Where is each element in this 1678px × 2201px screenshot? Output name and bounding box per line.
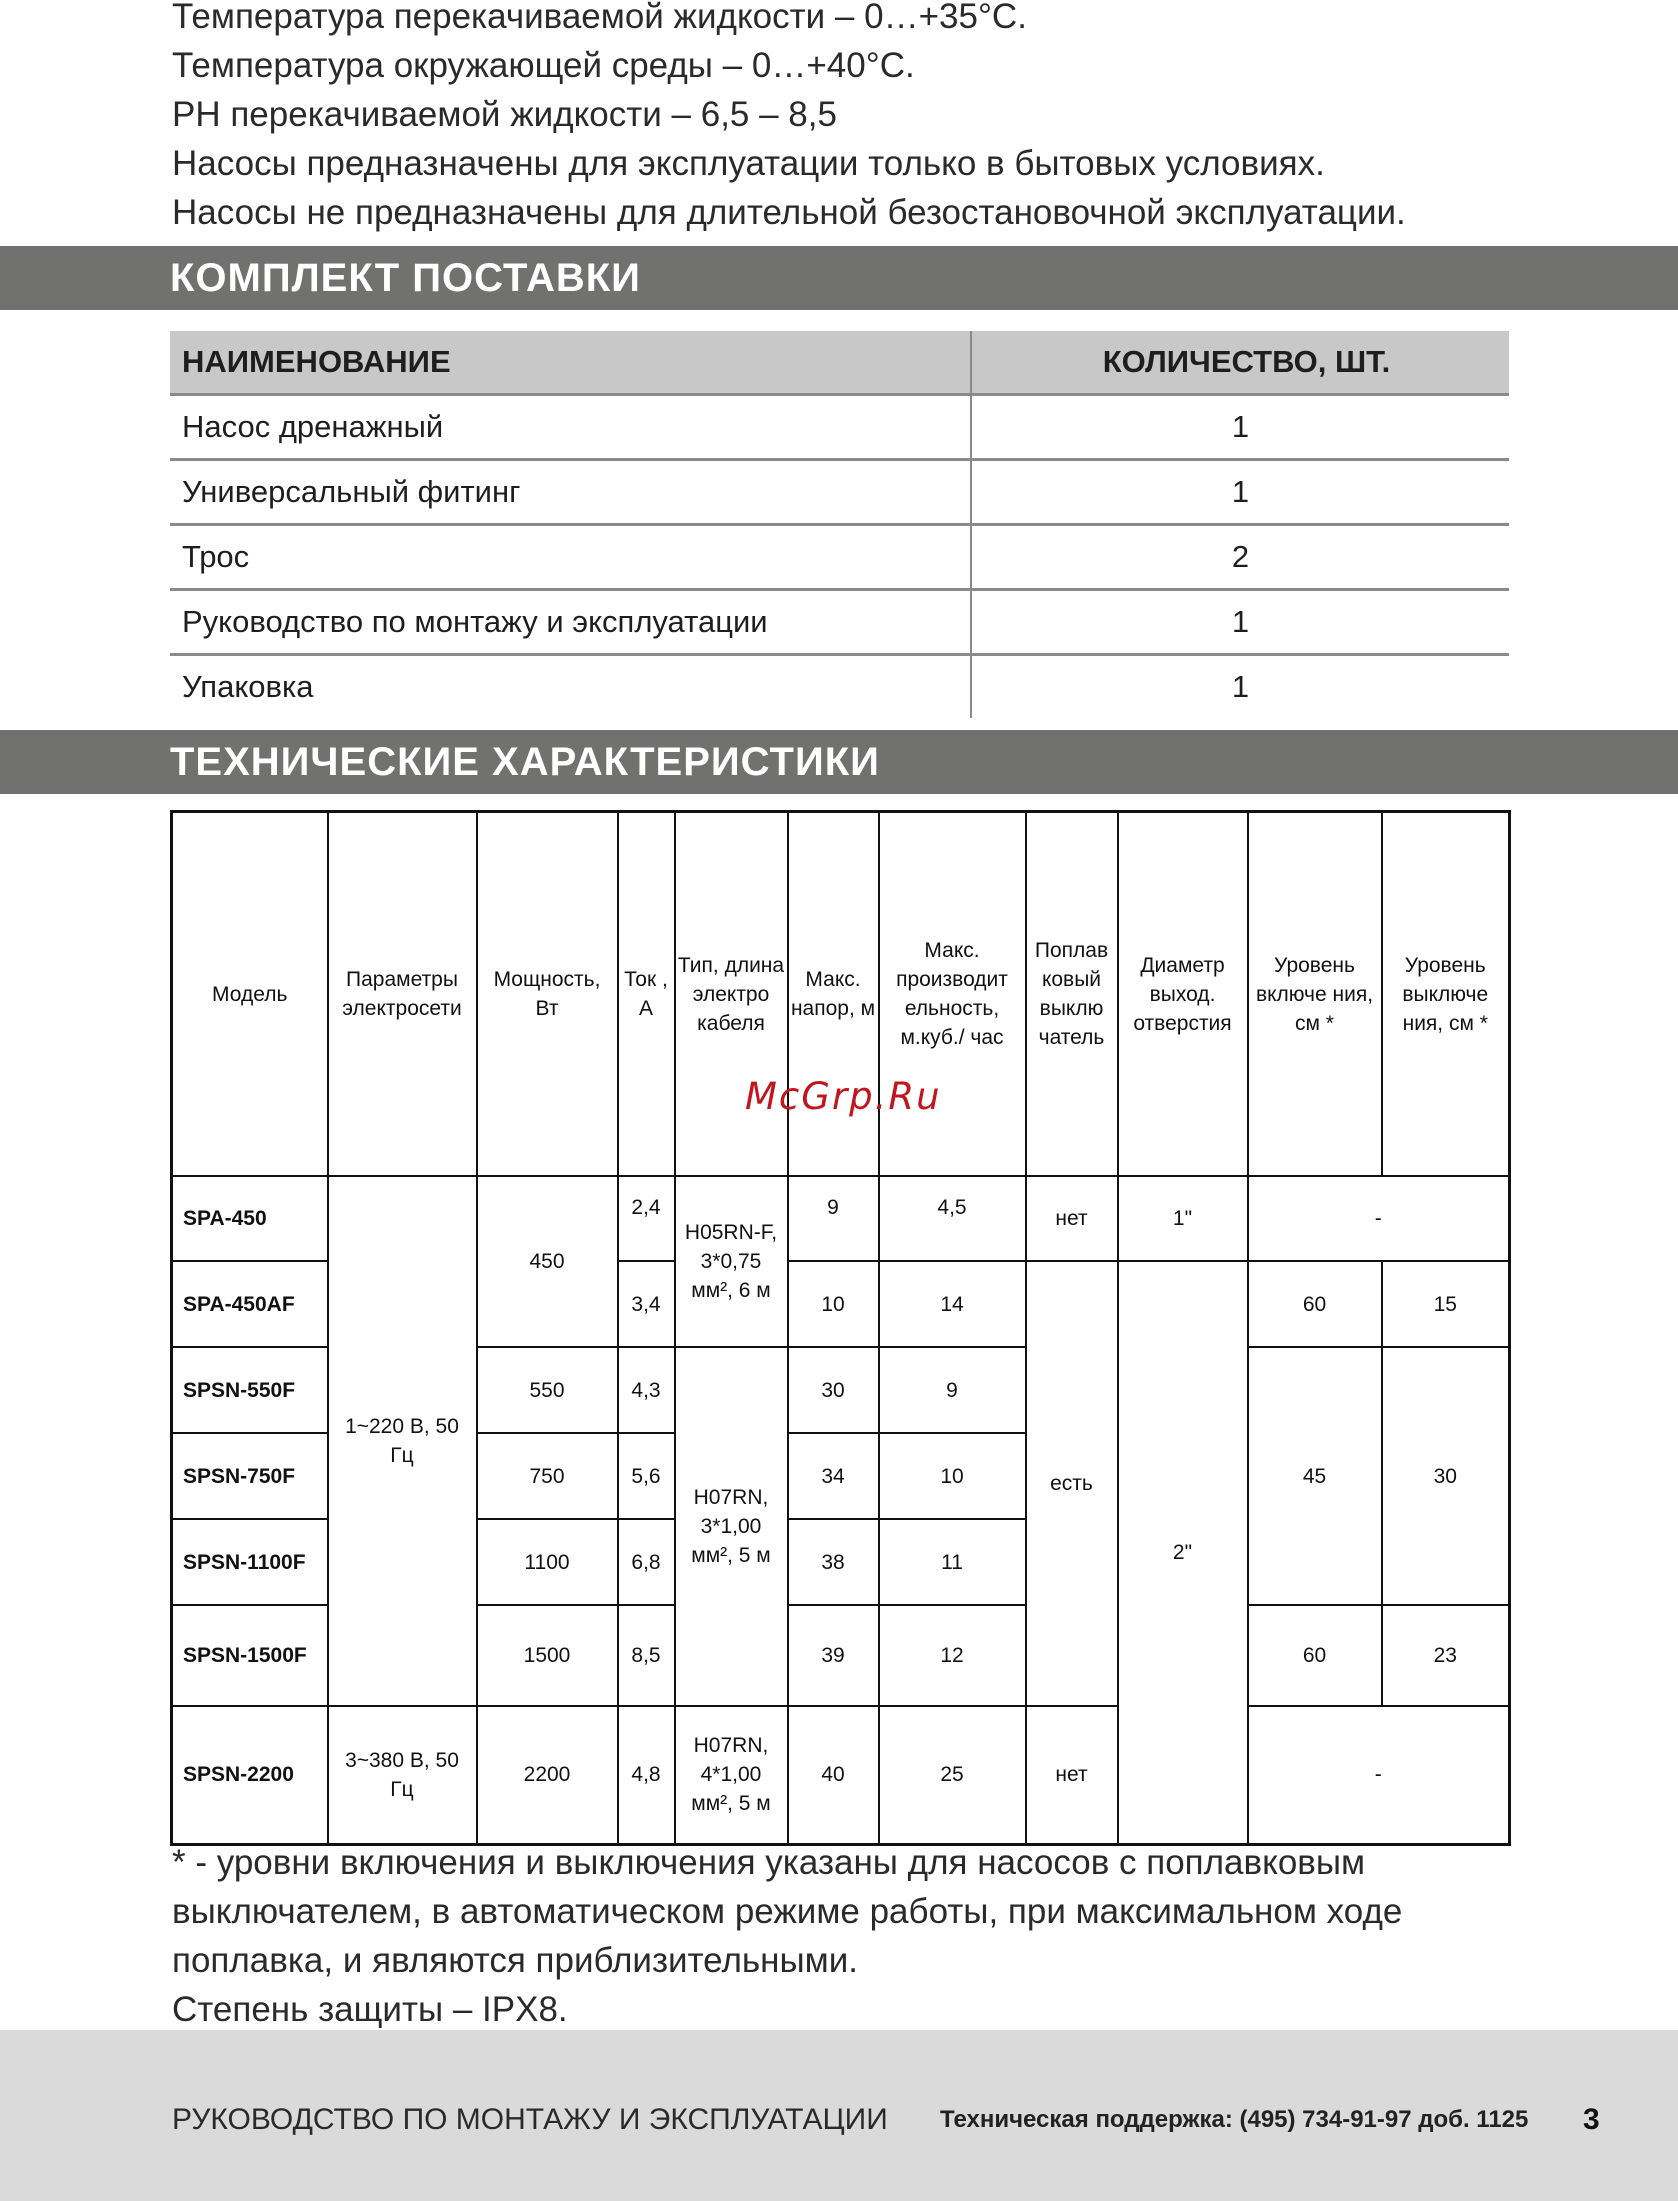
col-float-switch: Поплав ковый выклю чатель: [1026, 812, 1118, 1177]
col-current: Ток , А: [618, 812, 675, 1177]
intro-line: Насосы не предназначены для длительной безостановочной эксплуатации.: [172, 193, 1406, 232]
col-cable: Тип, длина электро кабеля: [675, 812, 788, 1177]
model-cell: SPA-450AF: [172, 1261, 328, 1347]
watermark-text: McGrp.Ru: [745, 1075, 942, 1118]
head-cell: 30: [788, 1347, 879, 1433]
model-cell: SPA-450: [172, 1176, 328, 1261]
table-row: [170, 395, 1509, 460]
footer-title: РУКОВОДСТВО ПО МОНТАЖУ И ЭКСПЛУАТАЦИИ: [172, 2103, 888, 2136]
diameter-cell: 2": [1118, 1261, 1248, 1844]
specs-table: [170, 810, 1511, 1846]
on-level-cell: 60: [1248, 1261, 1382, 1347]
current-cell: 4,8: [618, 1706, 675, 1844]
model-cell: SPSN-1500F: [172, 1605, 328, 1706]
cable-cell: H07RN, 4*1,00 мм², 5 м: [675, 1706, 788, 1844]
footnote-line: поплавка, и являются приблизительными.: [172, 1941, 858, 1980]
power-cell: 450: [477, 1176, 618, 1347]
kit-item-qty: 1: [971, 590, 1509, 655]
col-on-level: Уровень включе ния, см *: [1248, 812, 1382, 1177]
kit-item-name: Упаковка: [182, 669, 314, 704]
table-row: [172, 1176, 1510, 1261]
table-row: [170, 525, 1509, 590]
intro-line: Температура окружающей среды – 0…+40°С.: [172, 46, 915, 85]
head-cell: 39: [788, 1605, 879, 1706]
kit-col-qty: КОЛИЧЕСТВО, ШТ.: [971, 331, 1509, 395]
table-row: [170, 655, 1509, 719]
kit-item-qty: 2: [971, 525, 1509, 590]
col-network: Параметры электросети: [328, 812, 477, 1177]
intro-line: PH перекачиваемой жидкости – 6,5 – 8,5: [172, 95, 837, 134]
flow-cell: 12: [879, 1605, 1026, 1706]
off-level-cell: 23: [1382, 1605, 1510, 1706]
flow-cell: 4,5: [879, 1176, 1026, 1261]
table-row: [170, 590, 1509, 655]
kit-item-name: Универсальный фитинг: [170, 460, 971, 525]
power-cell: 1100: [477, 1519, 618, 1605]
head-cell: 34: [788, 1433, 879, 1519]
kit-item-name: Руководство по монтажу и эксплуатации: [170, 590, 971, 655]
flow-cell: 25: [879, 1706, 1026, 1844]
current-cell: 4,3: [618, 1347, 675, 1433]
current-cell: 2,4: [618, 1176, 675, 1261]
head-cell: 38: [788, 1519, 879, 1605]
model-cell: SPSN-550F: [172, 1347, 328, 1433]
cable-cell: H07RN, 3*1,00 мм², 5 м: [675, 1347, 788, 1706]
col-head: Макс. напор, м: [788, 812, 879, 1177]
network-cell: 1~220 В, 50 Гц: [328, 1176, 477, 1706]
kit-col-name: НАИМЕНОВАНИЕ: [170, 331, 971, 395]
footnotes: [172, 1838, 1632, 2034]
flow-cell: 14: [879, 1261, 1026, 1347]
float-switch-cell: есть: [1026, 1261, 1118, 1706]
page-footer: [0, 2030, 1678, 2201]
col-model: Модель: [172, 812, 328, 1177]
float-switch-cell: нет: [1026, 1176, 1118, 1261]
level-cell: -: [1248, 1176, 1510, 1261]
current-cell: 3,4: [618, 1261, 675, 1347]
kit-item-qty: 1: [971, 460, 1509, 525]
on-level-cell: 60: [1248, 1605, 1382, 1706]
kit-item-name: Насос дренажный: [170, 395, 971, 460]
power-cell: 750: [477, 1433, 618, 1519]
intro-text: [172, 0, 1632, 237]
head-cell: 10: [788, 1261, 879, 1347]
flow-cell: 10: [879, 1433, 1026, 1519]
current-cell: 5,6: [618, 1433, 675, 1519]
flow-cell: 9: [879, 1347, 1026, 1433]
col-power: Мощность, Вт: [477, 812, 618, 1177]
flow-cell: 11: [879, 1519, 1026, 1605]
level-cell: -: [1248, 1706, 1510, 1844]
model-cell: SPSN-1100F: [172, 1519, 328, 1605]
support-phone: Техническая поддержка: (495) 734-91-97 доб. 1125: [940, 2106, 1529, 2133]
power-cell: 2200: [477, 1706, 618, 1844]
current-cell: 8,5: [618, 1605, 675, 1706]
page-number: 3: [1583, 2103, 1600, 2136]
power-cell: 550: [477, 1347, 618, 1433]
off-level-cell: 30: [1382, 1347, 1510, 1605]
off-level-cell: 15: [1382, 1261, 1510, 1347]
head-cell: 40: [788, 1706, 879, 1844]
cable-cell: H05RN-F, 3*0,75 мм², 6 м: [675, 1176, 788, 1347]
kit-item-qty: 1: [971, 655, 1509, 719]
intro-line: Насосы предназначены для эксплуатации только в бытовых условиях.: [172, 144, 1325, 183]
col-flow: Макс. производит ельность, м.куб./ час: [879, 812, 1026, 1177]
specs-section-heading: ТЕХНИЧЕСКИЕ ХАРАКТЕРИСТИКИ: [0, 730, 1678, 794]
kit-section-heading: КОМПЛЕКТ ПОСТАВКИ: [0, 246, 1678, 310]
head-cell: 9: [788, 1176, 879, 1261]
on-level-cell: 45: [1248, 1347, 1382, 1605]
network-cell: 3~380 В, 50 Гц: [328, 1706, 477, 1844]
model-cell: SPSN-2200: [172, 1706, 328, 1844]
footnote-line: * - уровни включения и выключения указаны для насосов с поплавковым: [172, 1843, 1366, 1882]
specs-header-row: [172, 812, 1510, 1177]
footnote-line: Степень защиты – IPX8.: [172, 1990, 568, 2029]
float-switch-cell: нет: [1026, 1706, 1118, 1844]
col-diameter: Диаметр выход. отверстия: [1118, 812, 1248, 1177]
current-cell: 6,8: [618, 1519, 675, 1605]
kit-header-row: [170, 331, 1509, 395]
footnote-line: выключателем, в автоматическом режиме работы, при максимальном ходе: [172, 1892, 1403, 1931]
kit-item-name: Трос: [170, 525, 971, 590]
col-off-level: Уровень выключе ния, см *: [1382, 812, 1510, 1177]
intro-line: Температура перекачиваемой жидкости – 0…+35°С.: [172, 0, 1027, 36]
model-cell: SPSN-750F: [172, 1433, 328, 1519]
table-row: [170, 460, 1509, 525]
power-cell: 1500: [477, 1605, 618, 1706]
kit-table: [170, 331, 1509, 718]
diameter-cell: 1": [1118, 1176, 1248, 1261]
table-row: [172, 1706, 1510, 1844]
kit-item-qty: 1: [971, 395, 1509, 460]
